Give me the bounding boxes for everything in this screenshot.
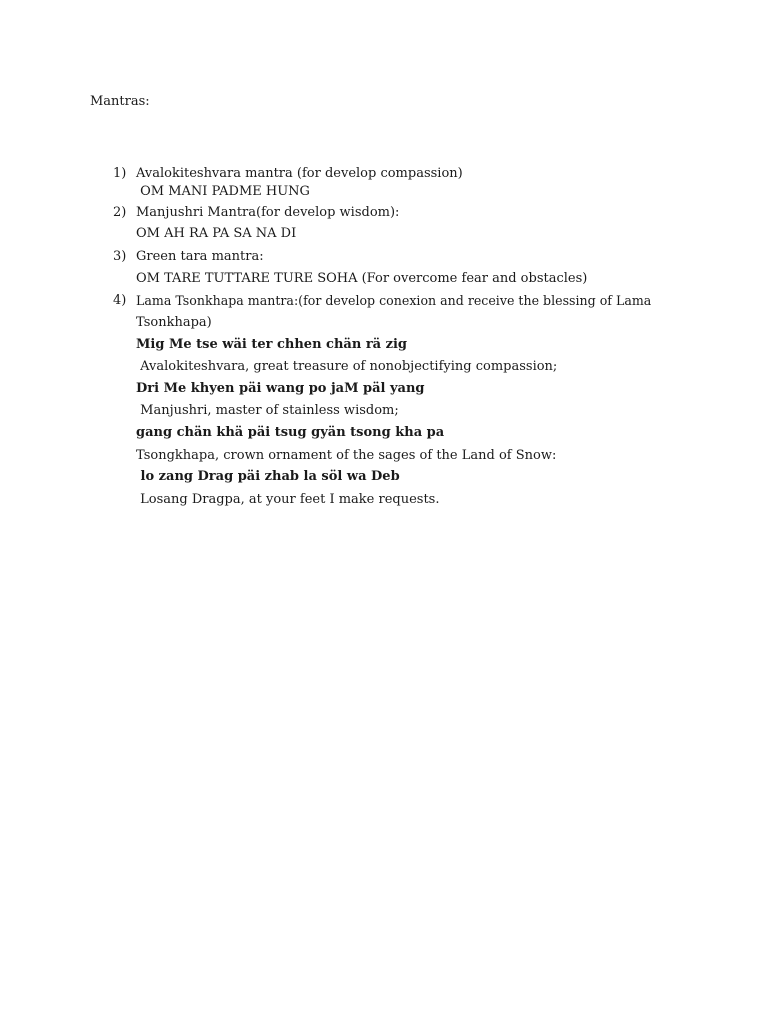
- mantra-heading: Lama Tsonkhapa mantra:(for develop conexion and receive the blessing of Lama: [136, 293, 652, 308]
- verse-translation: Avalokiteshvara, great treasure of nonobjectifying compassion;: [136, 359, 558, 374]
- mantra-heading-continued: Tsonkhapa): [136, 315, 212, 330]
- document-title: Mantras:: [90, 94, 150, 109]
- verse-translation: Tsongkhapa, crown ornament of the sages of the Land of Snow:: [136, 448, 557, 463]
- list-number: 4): [113, 293, 127, 308]
- tibetan-verse: Mig Me tse wäi ter chhen chän rä zig: [136, 337, 408, 352]
- mantra-heading: Manjushri Mantra(for develop wisdom):: [136, 205, 400, 220]
- tibetan-verse: gang chän khä päi tsug gyän tsong kha pa: [136, 425, 445, 440]
- list-number: 3): [113, 249, 127, 264]
- mantra-text: OM TARE TUTTARE TURE SOHA (For overcome fear and obstacles): [136, 271, 588, 286]
- list-number: 1): [113, 166, 127, 181]
- mantra-heading: Green tara mantra:: [136, 249, 264, 264]
- mantra-heading: Avalokiteshvara mantra (for develop compassion): [136, 166, 463, 181]
- tibetan-verse: lo zang Drag päi zhab la söl wa Deb: [136, 469, 400, 484]
- mantra-text: OM AH RA PA SA NA DI: [136, 226, 297, 241]
- mantra-text: OM MANI PADME HUNG: [136, 184, 310, 199]
- list-number: 2): [113, 205, 127, 220]
- tibetan-verse: Dri Me khyen päi wang po jaM päl yang: [136, 381, 425, 396]
- verse-translation: Manjushri, master of stainless wisdom;: [136, 403, 399, 418]
- verse-translation: Losang Dragpa, at your feet I make requests.: [136, 492, 440, 507]
